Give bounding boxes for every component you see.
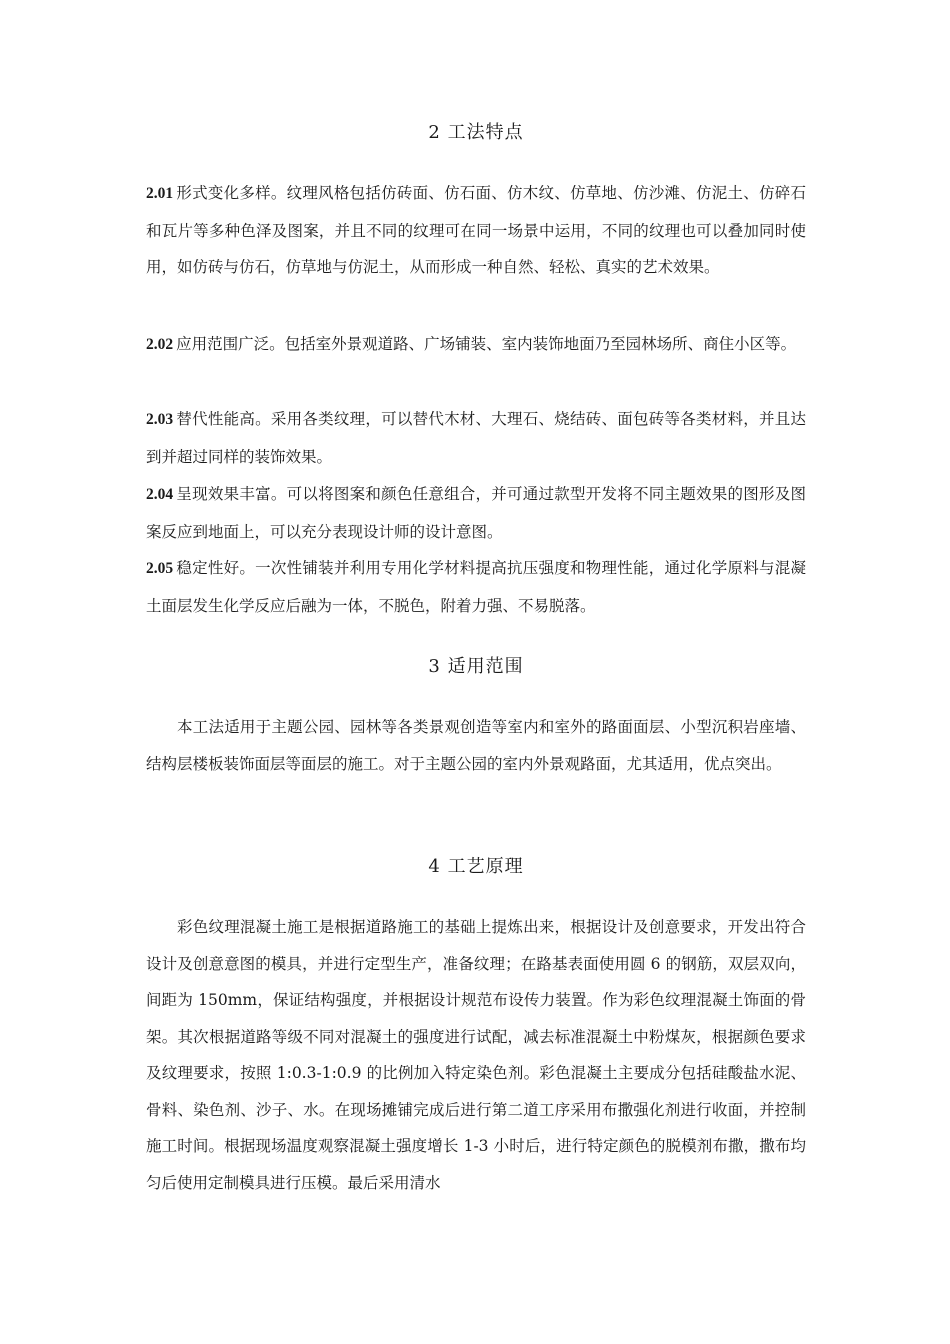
item-number: 2.02 — [146, 336, 174, 353]
section-2-heading: 2 工法特点 — [428, 122, 524, 143]
item-text: 呈现效果丰富。可以将图案和颜色任意组合，并可通过款型开发将不同主题效果的图形及图案反应到地面上，可以充分表现设计师的设计意图。 — [146, 485, 806, 541]
item-number: 2.01 — [146, 185, 174, 202]
section-4-heading: 4 工艺原理 — [428, 856, 524, 877]
item-text: 替代性能高。采用各类纹理，可以替代木材、大理石、烧结砖、面包砖等各类材料，并且达到并超过同样的装饰效果。 — [146, 410, 806, 466]
section-4-paragraph: 彩色纹理混凝土施工是根据道路施工的基础上提炼出来，根据设计及创意要求，开发出符合设计及创意意图的模具，并进行定型生产，准备纹理；在路基表面使用圆 6 的钢筋，双层双向，间距为 150mm，保证结构强度，并根据设计规范布设传力装置。作为彩色纹理混凝土饰面的骨架。其次根据道路等级不同对混凝土的强度进行试配，减去标准混凝土中粉煤灰，根据颜色要求及纹理要求，按照 1:0.3-1:0.9 的比例加入特定染色剂。彩色混凝土主要成分包括硅酸盐水泥、骨料、染色剂、沙子、水。在现场摊铺完成后进行第二道工序采用布撒强化剂进行收面，并控制施工时间。根据现场温度观察混凝土强度增长 1-3 小时后，进行特定颜色的脱模剂布撒，撒布均匀后使用定制模具进行压模。最后采用清水 — [146, 918, 806, 1192]
section-3-heading: 3 适用范围 — [428, 656, 524, 677]
item-2-01 — [146, 175, 806, 286]
item-text: 形式变化多样。纹理风格包括仿砖面、仿石面、仿木纹、仿草地、仿沙滩、仿泥土、仿碎石和瓦片等多种色泽及图案，并且不同的纹理可在同一场景中运用，不同的纹理也可以叠加同时使用，如仿砖与仿石，仿草地与仿泥土，从而形成一种自然、轻松、真实的艺术效果。 — [146, 184, 806, 276]
item-2-03 — [146, 401, 806, 475]
item-number: 2.05 — [146, 560, 174, 577]
item-text: 应用范围广泛。包括室外景观道路、广场铺装、室内装饰地面乃至园林场所、商住小区等。 — [176, 335, 797, 353]
item-number: 2.03 — [146, 411, 174, 428]
section-3-paragraph: 本工法适用于主题公园、园林等各类景观创造等室内和室外的路面面层、小型沉积岩座墙、结构层楼板装饰面层等面层的施工。对于主题公园的室内外景观路面，尤其适用，优点突出。 — [146, 718, 806, 773]
item-2-04 — [146, 476, 806, 550]
item-text: 稳定性好。一次性铺装并利用专用化学材料提高抗压强度和物理性能，通过化学原料与混凝土面层发生化学反应后融为一体，不脱色，附着力强、不易脱落。 — [146, 559, 806, 615]
item-2-02 — [146, 326, 806, 364]
item-number: 2.04 — [146, 486, 174, 503]
item-2-05 — [146, 550, 806, 624]
